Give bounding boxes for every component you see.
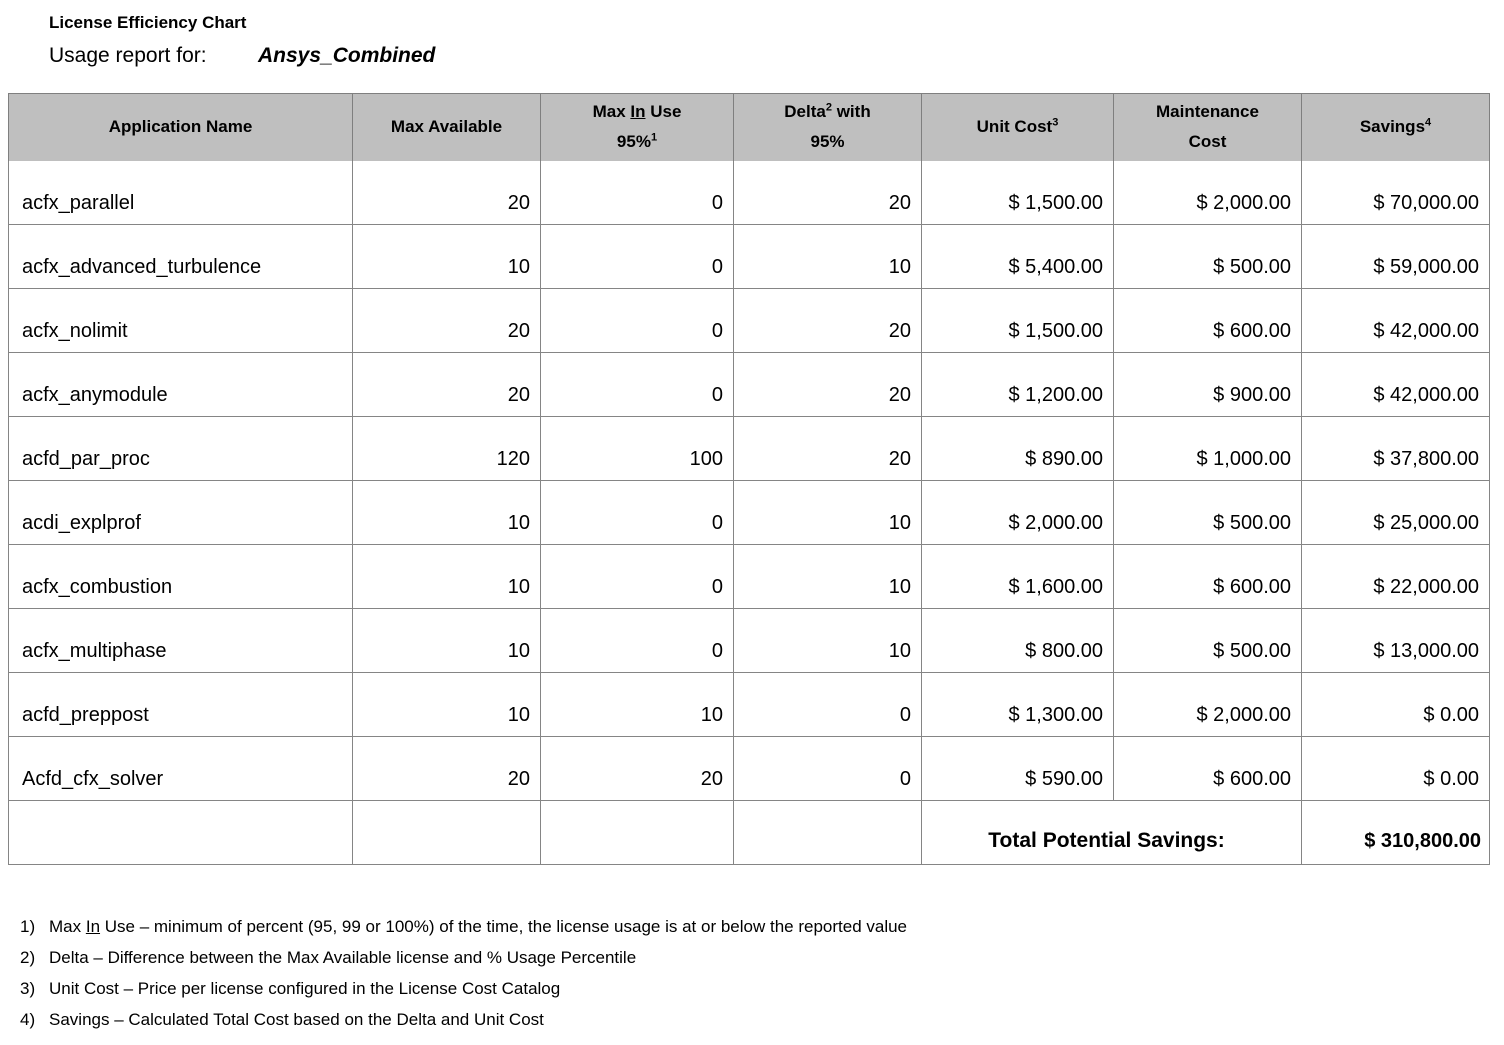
col-header-unit-cost: Unit Cost$^3$ [922,94,1114,161]
max-in-use-cell: 0 [541,289,734,353]
unit-cost-cell: $ 1,200.00 [922,353,1114,417]
license-efficiency-table [8,93,1490,865]
delta-cell: 10 [734,545,922,609]
app-name-cell: acfx_parallel [9,161,353,225]
savings-cell: $ 42,000.00 [1302,289,1490,353]
table-header-row [9,94,1490,161]
footnote-number: 4) [20,1010,36,1029]
max-in-use-cell: 0 [541,225,734,289]
max-in-use-cell: 100 [541,417,734,481]
footnote-text: Delta – Difference between the Max Available license and % Usage Percentile [49,948,637,967]
maintenance-cost-cell: $ 600.00 [1114,289,1302,353]
max-in-use-cell: 0 [541,545,734,609]
app-name-cell: acfx_nolimit [9,289,353,353]
max-in-use-cell: 0 [541,353,734,417]
table-row [9,417,1490,481]
delta-cell: 20 [734,289,922,353]
table-row [9,353,1490,417]
footnote-1 [20,911,907,942]
unit-cost-cell: $ 1,500.00 [922,161,1114,225]
max-available-cell: 10 [353,225,541,289]
col-label-line1: Max In Use [592,102,682,122]
report-subtitle [49,44,435,68]
total-row [9,801,1490,865]
table-row [9,609,1490,673]
savings-cell: $ 25,000.00 [1302,481,1490,545]
unit-cost-cell: $ 890.00 [922,417,1114,481]
col-label: Application Name [108,117,253,137]
footnote-number: 1) [20,917,36,936]
unit-cost-cell: $ 800.00 [922,609,1114,673]
col-label-line2: 95% [810,132,845,152]
max-available-cell: 20 [353,737,541,801]
max-available-cell: 20 [353,161,541,225]
col-label-line1: Delta$^2$ with [784,101,871,122]
delta-cell: 0 [734,673,922,737]
max-available-cell: 20 [353,353,541,417]
maintenance-cost-cell: $ 2,000.00 [1114,161,1302,225]
col-header-maintenance-cost [1114,94,1302,161]
total-savings-label: Total Potential Savings: [922,801,1302,865]
footnote-4 [20,1004,907,1035]
app-name-cell: acfx_multiphase [9,609,353,673]
savings-cell: $ 22,000.00 [1302,545,1490,609]
delta-cell: 20 [734,353,922,417]
unit-cost-cell: $ 590.00 [922,737,1114,801]
savings-cell: $ 37,800.00 [1302,417,1490,481]
page-title: License Efficiency Chart [49,13,247,32]
unit-cost-cell: $ 1,600.00 [922,545,1114,609]
delta-cell: 0 [734,737,922,801]
max-in-use-cell: 0 [541,481,734,545]
savings-cell: $ 70,000.00 [1302,161,1490,225]
app-name-cell: acfd_par_proc [9,417,353,481]
unit-cost-cell: $ 5,400.00 [922,225,1114,289]
col-label-line1: Maintenance [1156,102,1259,122]
delta-cell: 20 [734,161,922,225]
max-available-cell: 120 [353,417,541,481]
table-row [9,673,1490,737]
delta-cell: 10 [734,481,922,545]
max-in-use-cell: 10 [541,673,734,737]
maintenance-cost-cell: $ 2,000.00 [1114,673,1302,737]
delta-cell: 10 [734,609,922,673]
maintenance-cost-cell: $ 500.00 [1114,481,1302,545]
max-available-cell: 10 [353,481,541,545]
delta-cell: 20 [734,417,922,481]
max-available-cell: 10 [353,673,541,737]
col-label: Max Available [390,117,503,137]
report-name: Ansys_Combined [258,44,436,67]
maintenance-cost-cell: $ 1,000.00 [1114,417,1302,481]
footnote-text: Max In Use – minimum of percent (95, 99 or 100%) of the time, the license usage is at or below the reported value [49,917,908,936]
max-available-cell: 10 [353,545,541,609]
max-available-cell: 20 [353,289,541,353]
maintenance-cost-cell: $ 500.00 [1114,225,1302,289]
col-label-line2: 95%$^1$ [616,131,658,152]
max-in-use-cell: 0 [541,609,734,673]
col-header-max-in-use [541,94,734,161]
col-header-delta [734,94,922,161]
empty-cell [541,801,734,865]
max-available-cell: 10 [353,609,541,673]
app-name-cell: acfx_advanced_turbulence [9,225,353,289]
maintenance-cost-cell: $ 600.00 [1114,737,1302,801]
col-header-savings: Savings$^4$ [1302,94,1490,161]
table-row [9,545,1490,609]
table-row [9,161,1490,225]
footnote-number: 2) [20,948,36,967]
maintenance-cost-cell: $ 600.00 [1114,545,1302,609]
app-name-cell: acfx_anymodule [9,353,353,417]
footnote-2 [20,942,907,973]
savings-cell: $ 59,000.00 [1302,225,1490,289]
footnote-number: 3) [20,979,36,998]
table-row [9,481,1490,545]
maintenance-cost-cell: $ 900.00 [1114,353,1302,417]
empty-cell [734,801,922,865]
col-header-application-name [9,94,353,161]
app-name-cell: acdi_explprof [9,481,353,545]
footnote-text: Savings – Calculated Total Cost based on the Delta and Unit Cost [49,1010,544,1029]
savings-cell: $ 0.00 [1302,737,1490,801]
footnote-3 [20,973,907,1004]
unit-cost-cell: $ 1,300.00 [922,673,1114,737]
max-in-use-cell: 20 [541,737,734,801]
delta-cell: 10 [734,225,922,289]
table-row [9,289,1490,353]
report-label: Usage report for: [49,44,207,67]
max-in-use-cell: 0 [541,161,734,225]
app-name-cell: acfx_combustion [9,545,353,609]
maintenance-cost-cell: $ 500.00 [1114,609,1302,673]
unit-cost-cell: $ 1,500.00 [922,289,1114,353]
empty-cell [353,801,541,865]
footnote-text: Unit Cost – Price per license configured in the License Cost Catalog [49,979,561,998]
table-row [9,737,1490,801]
savings-cell: $ 0.00 [1302,673,1490,737]
unit-cost-cell: $ 2,000.00 [922,481,1114,545]
empty-cell [9,801,353,865]
col-label-line2: Cost [1188,132,1227,152]
total-savings-value: $ 310,800.00 [1302,801,1490,865]
savings-cell: $ 42,000.00 [1302,353,1490,417]
col-header-max-available [353,94,541,161]
app-name-cell: acfd_preppost [9,673,353,737]
table-row [9,225,1490,289]
savings-cell: $ 13,000.00 [1302,609,1490,673]
app-name-cell: Acfd_cfx_solver [9,737,353,801]
footnotes [20,911,907,1035]
